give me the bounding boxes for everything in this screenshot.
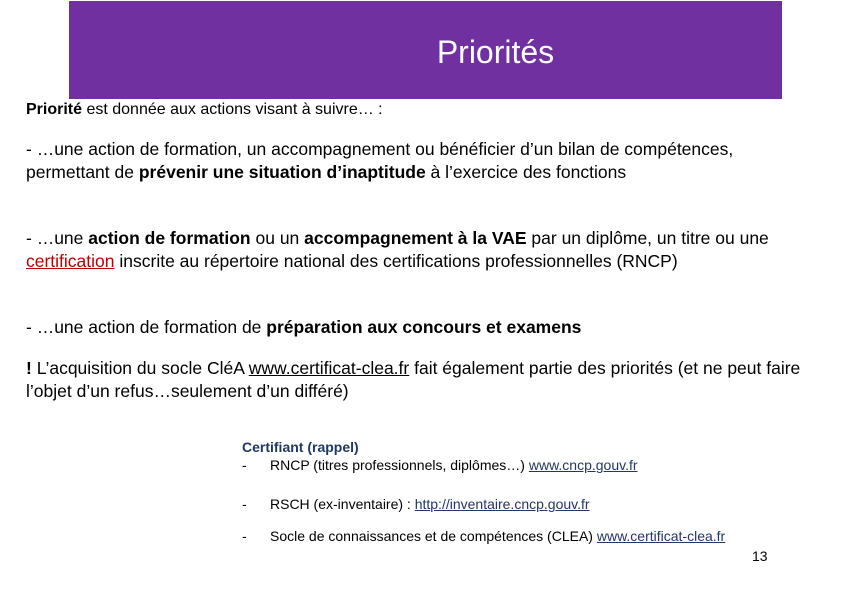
clea-site-link[interactable]: www.certificat-clea.fr	[596, 528, 726, 544]
clea-link[interactable]: www.certificat-clea.fr	[248, 358, 410, 378]
bullet-dash: -	[242, 457, 247, 473]
clea-note	[26, 357, 816, 403]
priority-item-1	[26, 138, 816, 184]
p2-text-end: inscrite au répertoire national des certifications professionnelles (RNCP)	[114, 251, 678, 271]
intro-text	[26, 100, 383, 120]
p4-text-end: fait également partie des priorités (et ne peut faire l’objet d’un refus…seulement d’un différé)	[26, 358, 801, 401]
bullet-dash: -	[242, 496, 247, 512]
p1-bold: prévenir une situation d’inaptitude	[138, 162, 426, 182]
p3-text: - …une action de formation de	[26, 317, 267, 337]
title-banner	[69, 1, 782, 99]
cncp-link[interactable]: www.cncp.gouv.fr	[528, 457, 638, 473]
priority-item-2	[26, 227, 816, 273]
certifiant-item-text: RSCH (ex-inventaire) :	[270, 496, 415, 512]
exclamation-mark: !	[26, 358, 32, 378]
certifiant-item-rsch	[242, 496, 590, 513]
certifiant-item-clea	[242, 528, 725, 545]
intro-bold: Priorité	[26, 101, 83, 118]
page-title: Priorités	[436, 34, 555, 70]
p4-text: L’acquisition du socle CléA	[31, 358, 249, 378]
certifiant-item-text: RNCP (titres professionnels, diplômes…)	[270, 457, 529, 473]
page-number: 13	[752, 548, 768, 564]
certifiant-heading: Certifiant (rappel)	[242, 439, 359, 455]
p1-text: - …une action de formation, un accompagnement ou bénéficier d’un bilan de compétences, permettant de	[26, 139, 734, 182]
bullet-dash: -	[242, 528, 247, 544]
p2-text: - …une	[26, 228, 89, 248]
intro-rest: est donnée aux actions visant à suivre… :	[82, 101, 383, 118]
p2-bold-formation: action de formation	[88, 228, 251, 248]
p2-bold-vae: accompagnement à la VAE	[304, 228, 527, 248]
p2-text-mid2: par un diplôme, un titre ou une	[526, 228, 769, 248]
p1-text-end: à l’exercice des fonctions	[425, 162, 627, 182]
certifiant-item-rncp	[242, 457, 638, 474]
inventaire-link[interactable]: http://inventaire.cncp.gouv.fr	[414, 496, 590, 512]
certifiant-item-text: Socle de connaissances et de compétences (CLEA)	[270, 528, 597, 544]
p3-bold: préparation aux concours et examens	[266, 317, 582, 337]
priority-item-3	[26, 316, 816, 339]
p2-text-mid1: ou un	[250, 228, 305, 248]
certification-link[interactable]: certification	[26, 251, 115, 271]
